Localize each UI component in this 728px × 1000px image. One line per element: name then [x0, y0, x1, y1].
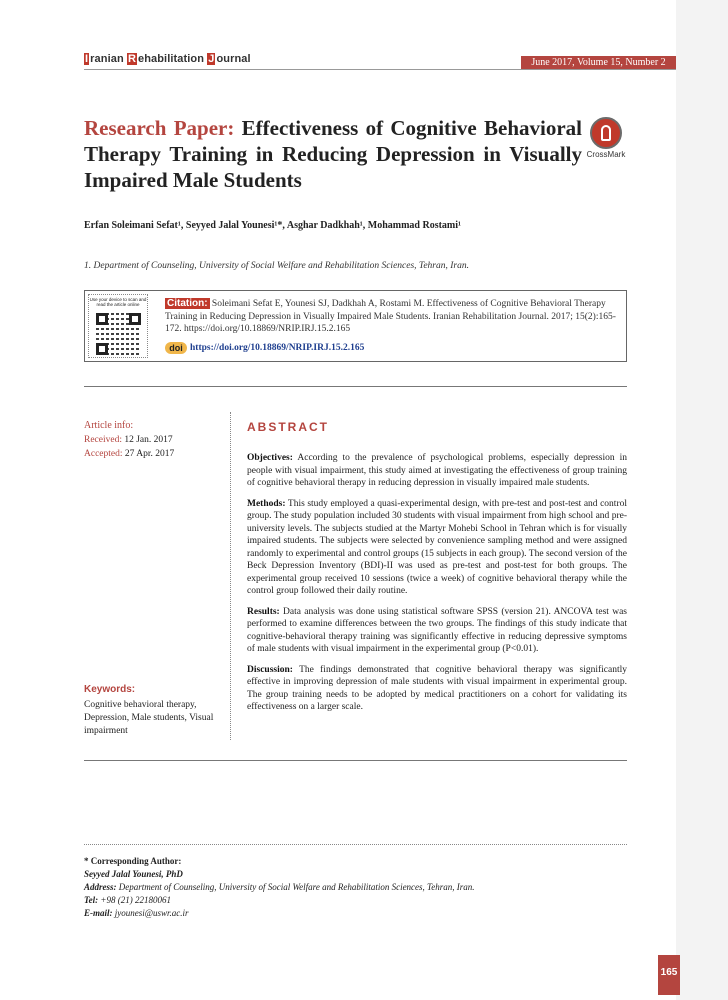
- header-rule: [84, 69, 676, 70]
- citation-text: [165, 298, 620, 336]
- section-divider: [84, 386, 627, 387]
- corresponding-name: Seyyed Jalal Younesi, PhD: [84, 869, 183, 879]
- section-divider: [84, 760, 627, 761]
- paper-type-label: Research Paper:: [84, 116, 235, 140]
- received-value: 12 Jan. 2017: [121, 435, 173, 445]
- citation-body: Soleimani Sefat E, Younesi SJ, Dadkhah A, Rostami M. Effectiveness of Cognitive Behavioral Therapy Training in Reducing Depression in Visually Impaired Male Students. Iranian Rehabilitation Journal. 2017; 15(2):165-172. https://doi.org/10.18869/NRIP.IRJ.15.2.165: [165, 299, 616, 334]
- email-label: E-mail:: [84, 908, 113, 918]
- author-list: Erfan Soleimani Sefat¹, Seyyed Jalal Younesi¹*, Asghar Dadkhah¹, Mohammad Rostami¹: [84, 220, 462, 231]
- page-number: 165: [658, 955, 680, 995]
- received-label: Received:: [84, 435, 122, 445]
- abstract-heading: ABSTRACT: [247, 420, 329, 434]
- article-info: [84, 420, 224, 459]
- page-edge-strip: [676, 0, 728, 1000]
- corresponding-tel: [84, 894, 474, 907]
- doi-line: [165, 342, 364, 354]
- paper-title: [84, 115, 582, 193]
- email-value[interactable]: jyounesi@uswr.ac.ir: [112, 908, 189, 918]
- discussion-label: Discussion:: [247, 664, 293, 675]
- qr-finder-icon: [96, 343, 108, 355]
- objectives-text: According to the prevalence of psychological problems, especially depression in people with visual impairment, this study aimed at investigating the effectiveness of group training of cognitive behavioral therapy in reducing depression in visually impaired male students.: [247, 453, 627, 488]
- results-text: Data analysis was done using statistical software SPSS (version 21). ANCOVA test was performed to examine differences between the two groups. The findings of this study indicate that cognitive-behavioral therapy training was significantly effective in reducing depressive symptoms of male students with visual impairment in the experimental group (P<0.01).: [247, 606, 627, 654]
- accepted-date: [84, 449, 224, 459]
- abstract-objectives: [247, 452, 627, 490]
- corresponding-author: [84, 855, 474, 920]
- received-date: [84, 435, 224, 445]
- journal-name-part-1: I ranian: [85, 53, 127, 65]
- affiliation: 1. Department of Counseling, University of Social Welfare and Rehabilitation Sciences, Tehran, Iran.: [84, 261, 469, 271]
- keywords-heading: Keywords:: [84, 684, 136, 695]
- crossmark-icon: [590, 117, 622, 149]
- qr-panel: [88, 294, 148, 358]
- issue-banner: June 2017, Volume 15, Number 2: [521, 56, 676, 69]
- journal-name-part-2: R ehabilitation: [127, 53, 208, 65]
- qr-code-icon[interactable]: [96, 313, 141, 355]
- abstract: [247, 420, 627, 722]
- citation-label: Citation:: [167, 298, 208, 309]
- address-label: Address:: [84, 882, 117, 892]
- abstract-methods: [247, 498, 627, 598]
- doi-link[interactable]: https://doi.org/10.18869/NRIP.IRJ.15.2.165: [190, 343, 365, 354]
- accepted-label: Accepted:: [84, 449, 123, 459]
- methods-label: Methods:: [247, 498, 286, 509]
- citation-box: [84, 290, 627, 362]
- abstract-results: [247, 606, 627, 656]
- tel-value: +98 (21) 22180061: [98, 895, 171, 905]
- journal-name: [84, 53, 251, 65]
- accepted-value: 27 Apr. 2017: [122, 449, 175, 459]
- tel-label: Tel:: [84, 895, 99, 905]
- keywords-text: Cognitive behavioral therapy, Depression, Male students, Visual impairment: [84, 700, 214, 736]
- keywords: [84, 684, 224, 738]
- journal-name-part-3: J ournal: [208, 53, 251, 65]
- paper-title-text: Effectiveness of Cognitive Behavioral Therapy Training in Reducing Depression in Visually Impaired Male Students: [84, 116, 582, 192]
- results-label: Results:: [247, 606, 280, 617]
- article-info-heading: Article info:: [84, 420, 134, 431]
- footnote-divider: [84, 844, 627, 845]
- corresponding-heading: * Corresponding Author:: [84, 856, 182, 866]
- crossmark-badge[interactable]: [586, 117, 626, 159]
- qr-caption: Use your device to scan and read the article online: [89, 297, 147, 307]
- corresponding-address: [84, 881, 474, 894]
- corresponding-email: [84, 907, 474, 920]
- qr-finder-icon: [96, 313, 108, 325]
- address-value: Department of Counseling, University of Social Welfare and Rehabilitation Sciences, Tehran, Iran.: [116, 882, 475, 892]
- column-divider: [230, 412, 231, 740]
- qr-finder-icon: [129, 313, 141, 325]
- methods-text: This study employed a quasi-experimental design, with pre-test and post-test and control group. The study population included 30 students with visual impairment from high school and pre-university levels. The subjects studied at the Martyr Mohebi School in Tehran which is for visually impaired students. The subjects were selected by convenience sampling method and were assigned randomly to experimental and control groups (15 subjects in each group). The second version of the Beck Depression Inventory (BDI)-II was used as pre-test and post-test for both groups. The experimental group received 10 sessions (twice a week) of cognitive behavioral therapy while the control group followed their daily routine.: [247, 498, 627, 596]
- objectives-label: Objectives:: [247, 453, 293, 463]
- crossmark-label: CrossMark: [586, 150, 626, 159]
- discussion-text: The findings demonstrated that cognitive behavioral therapy was significantly effective in improving depression of male students with visual impairment in experimental group. The group training needs to be adopted by medical practitioners on a cohort for validating its effectiveness on a larger scale.: [247, 664, 627, 712]
- abstract-discussion: [247, 664, 627, 714]
- doi-icon: doi: [165, 342, 187, 354]
